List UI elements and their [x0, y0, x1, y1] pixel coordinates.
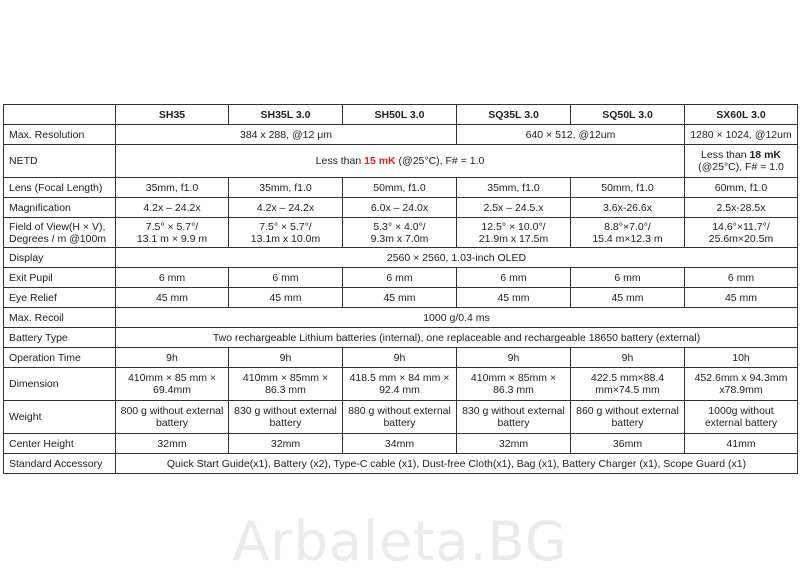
row-label: Eye Relief	[4, 288, 116, 308]
cell-line: 830 g without external	[234, 405, 337, 417]
cell: 6 mm	[571, 268, 685, 288]
cell	[343, 368, 457, 401]
cell: 6 mm	[229, 268, 343, 288]
cell	[116, 368, 229, 401]
cell: 9h	[229, 348, 343, 368]
cell: 2.5x – 24.5.x	[457, 198, 571, 218]
cell: 32mm	[116, 434, 229, 454]
row-label: NETD	[4, 145, 116, 178]
row-display	[4, 248, 798, 268]
cell-line: external battery	[704, 417, 778, 429]
row-label: Lens (Focal Length)	[4, 178, 116, 198]
cell: 35mm, f1.0	[229, 178, 343, 198]
cell	[343, 218, 457, 248]
cell-line: 5.3° × 4.0°/	[373, 220, 426, 233]
row-operation-time	[4, 348, 798, 368]
cell	[343, 401, 457, 434]
recoil-value: 1000 g/0.4 ms	[116, 308, 798, 328]
resolution-sh-group: 384 x 288, @12 μm	[116, 125, 457, 145]
cell-line: battery	[269, 417, 302, 429]
cell	[229, 218, 343, 248]
row-standard-accessory	[4, 454, 798, 474]
cell: 6 mm	[457, 268, 571, 288]
battery-value: Two rechargeable Lithium batteries (internal), one replaceable and rechargeable 18650 battery (external)	[116, 328, 798, 348]
netd-sx-value: 18 mK	[749, 149, 781, 161]
cell: 50mm, f1.0	[571, 178, 685, 198]
cell-line: 12.5° × 10.0°/	[481, 220, 546, 233]
cell: 34mm	[343, 434, 457, 454]
header-sh35l: SH35L 3.0	[229, 105, 343, 125]
cell-line: 13.1m x 10.0m	[250, 232, 321, 245]
header-sx60l: SX60L 3.0	[685, 105, 798, 125]
cell	[116, 218, 229, 248]
cell-line: 86.3 mm	[265, 384, 306, 396]
netd-sx-suffix: (@25°C), F# = 1.0	[698, 161, 784, 173]
cell: 9h	[343, 348, 457, 368]
cell	[457, 218, 571, 248]
cell-line: 880 g without external	[348, 405, 451, 417]
cell-line: 13.1 m × 9.9 m	[136, 232, 208, 245]
cell: 60mm, f1.0	[685, 178, 798, 198]
fov-label-line2: Degrees / m @100m	[9, 232, 107, 245]
cell-line: 7.5° × 5.7°/	[259, 220, 312, 233]
row-field-of-view	[4, 218, 798, 248]
header-sh35: SH35	[116, 105, 229, 125]
specifications-table	[3, 104, 798, 474]
row-label: Center Height	[4, 434, 116, 454]
netd-main-suffix: (@25°C), F# = 1.0	[395, 155, 485, 167]
row-label: Battery Type	[4, 328, 116, 348]
display-value: 2560 × 2560, 1.03-inch OLED	[116, 248, 798, 268]
cell: 36mm	[571, 434, 685, 454]
watermark-logo: Arbaleta.BG	[232, 510, 568, 573]
cell: 2.5x-28.5x	[685, 198, 798, 218]
row-dimension	[4, 368, 798, 401]
row-center-height	[4, 434, 798, 454]
row-netd	[4, 145, 798, 178]
cell	[116, 401, 229, 434]
row-label: Standard Accessory	[4, 454, 116, 474]
cell	[685, 368, 798, 401]
header-sh50l: SH50L 3.0	[343, 105, 457, 125]
cell: 45 mm	[685, 288, 798, 308]
row-lens	[4, 178, 798, 198]
cell: 9h	[116, 348, 229, 368]
row-label: Exit Pupil	[4, 268, 116, 288]
cell: 45 mm	[229, 288, 343, 308]
cell: 45 mm	[343, 288, 457, 308]
cell: 9h	[571, 348, 685, 368]
cell-line: 800 g without external	[120, 405, 224, 417]
cell: 35mm, f1.0	[116, 178, 229, 198]
cell-line: 452.6mm x 94.3mm	[694, 372, 788, 384]
cell: 6 mm	[343, 268, 457, 288]
row-label: Operation Time	[4, 348, 116, 368]
cell	[571, 368, 685, 401]
cell-line: battery	[383, 417, 416, 429]
row-weight	[4, 401, 798, 434]
cell: 10h	[685, 348, 798, 368]
accessory-value: Quick Start Guide(x1), Battery (x2), Type-C cable (x1), Dust-free Cloth(x1), Bag (x1), Battery Charger (x1), Scope Guard (x1)	[116, 454, 798, 474]
cell-line: 8.8°×7.0°/	[604, 220, 651, 233]
cell-line: 86.3 mm	[493, 384, 534, 396]
header-sq35l: SQ35L 3.0	[457, 105, 571, 125]
cell: 41mm	[685, 434, 798, 454]
cell: 4.2x – 24.2x	[116, 198, 229, 218]
cell-line: 418.5 mm × 84 mm ×	[349, 372, 450, 384]
cell: 4.2x – 24.2x	[229, 198, 343, 218]
cell-line: 410mm × 85mm ×	[242, 372, 329, 384]
row-resolution	[4, 125, 798, 145]
cell: 50mm, f1.0	[343, 178, 457, 198]
cell	[571, 401, 685, 434]
row-exit-pupil	[4, 268, 798, 288]
header-row	[4, 105, 798, 125]
resolution-sq-group: 640 × 512, @12um	[457, 125, 685, 145]
cell	[229, 368, 343, 401]
cell	[685, 401, 798, 434]
header-empty	[4, 105, 116, 125]
cell-line: 69.4mm	[153, 384, 191, 396]
cell-line: battery	[155, 417, 189, 429]
row-label: Magnification	[4, 198, 116, 218]
cell	[229, 401, 343, 434]
cell: 6 mm	[116, 268, 229, 288]
fov-label-line1: Field of View(H × V),	[9, 220, 106, 233]
row-label: Max. Recoil	[4, 308, 116, 328]
cell	[457, 401, 571, 434]
row-label: Dimension	[4, 368, 116, 401]
cell: 45 mm	[457, 288, 571, 308]
cell: 45 mm	[571, 288, 685, 308]
row-label: Weight	[4, 401, 116, 434]
cell-line: x78.9mm	[719, 384, 763, 396]
cell: 3.6x-26.6x	[571, 198, 685, 218]
cell: 6 mm	[685, 268, 798, 288]
cell-line: 860 g without external	[576, 405, 679, 417]
header-sq50l: SQ50L 3.0	[571, 105, 685, 125]
cell: 9h	[457, 348, 571, 368]
row-magnification	[4, 198, 798, 218]
row-battery-type	[4, 328, 798, 348]
row-eye-relief	[4, 288, 798, 308]
cell-line: 14.6°×11.7°/	[712, 220, 770, 233]
netd-main-value: 15 mK	[364, 155, 396, 167]
cell-line: 830 g without external	[462, 405, 565, 417]
resolution-sx: 1280 × 1024, @12um	[685, 125, 798, 145]
cell-line: 21.9m x 17.5m	[478, 232, 549, 245]
netd-sx-prefix: Less than	[701, 149, 750, 161]
row-label: Display	[4, 248, 116, 268]
cell: 32mm	[457, 434, 571, 454]
cell	[685, 218, 798, 248]
cell-line: 92.4 mm	[379, 384, 420, 396]
cell-line: mm×74.5 mm	[595, 384, 660, 396]
cell-line: 410mm × 85 mm ×	[127, 372, 217, 384]
row-max-recoil	[4, 308, 798, 328]
cell-line: battery	[497, 417, 530, 429]
cell: 45 mm	[116, 288, 229, 308]
netd-sx	[685, 145, 798, 178]
cell: 6.0x – 24.0x	[343, 198, 457, 218]
cell-line: battery	[611, 417, 644, 429]
row-label: Max. Resolution	[4, 125, 116, 145]
cell	[571, 218, 685, 248]
cell-line: 25.6m×20.5m	[708, 232, 774, 245]
cell-line: 9.3m x 7.0m	[370, 232, 429, 245]
cell-line: 15.4 m×12.3 m	[592, 232, 663, 245]
cell: 32mm	[229, 434, 343, 454]
cell-line: 410mm × 85mm ×	[470, 372, 557, 384]
cell-line: 7.5° × 5.7°/	[145, 220, 199, 233]
cell	[457, 368, 571, 401]
netd-main-prefix: Less than	[315, 155, 365, 167]
cell: 35mm, f1.0	[457, 178, 571, 198]
netd-main	[116, 145, 685, 178]
cell-line: 422.5 mm×88.4	[590, 372, 665, 384]
cell-line: 1000g without	[708, 405, 774, 417]
row-label	[4, 218, 116, 248]
